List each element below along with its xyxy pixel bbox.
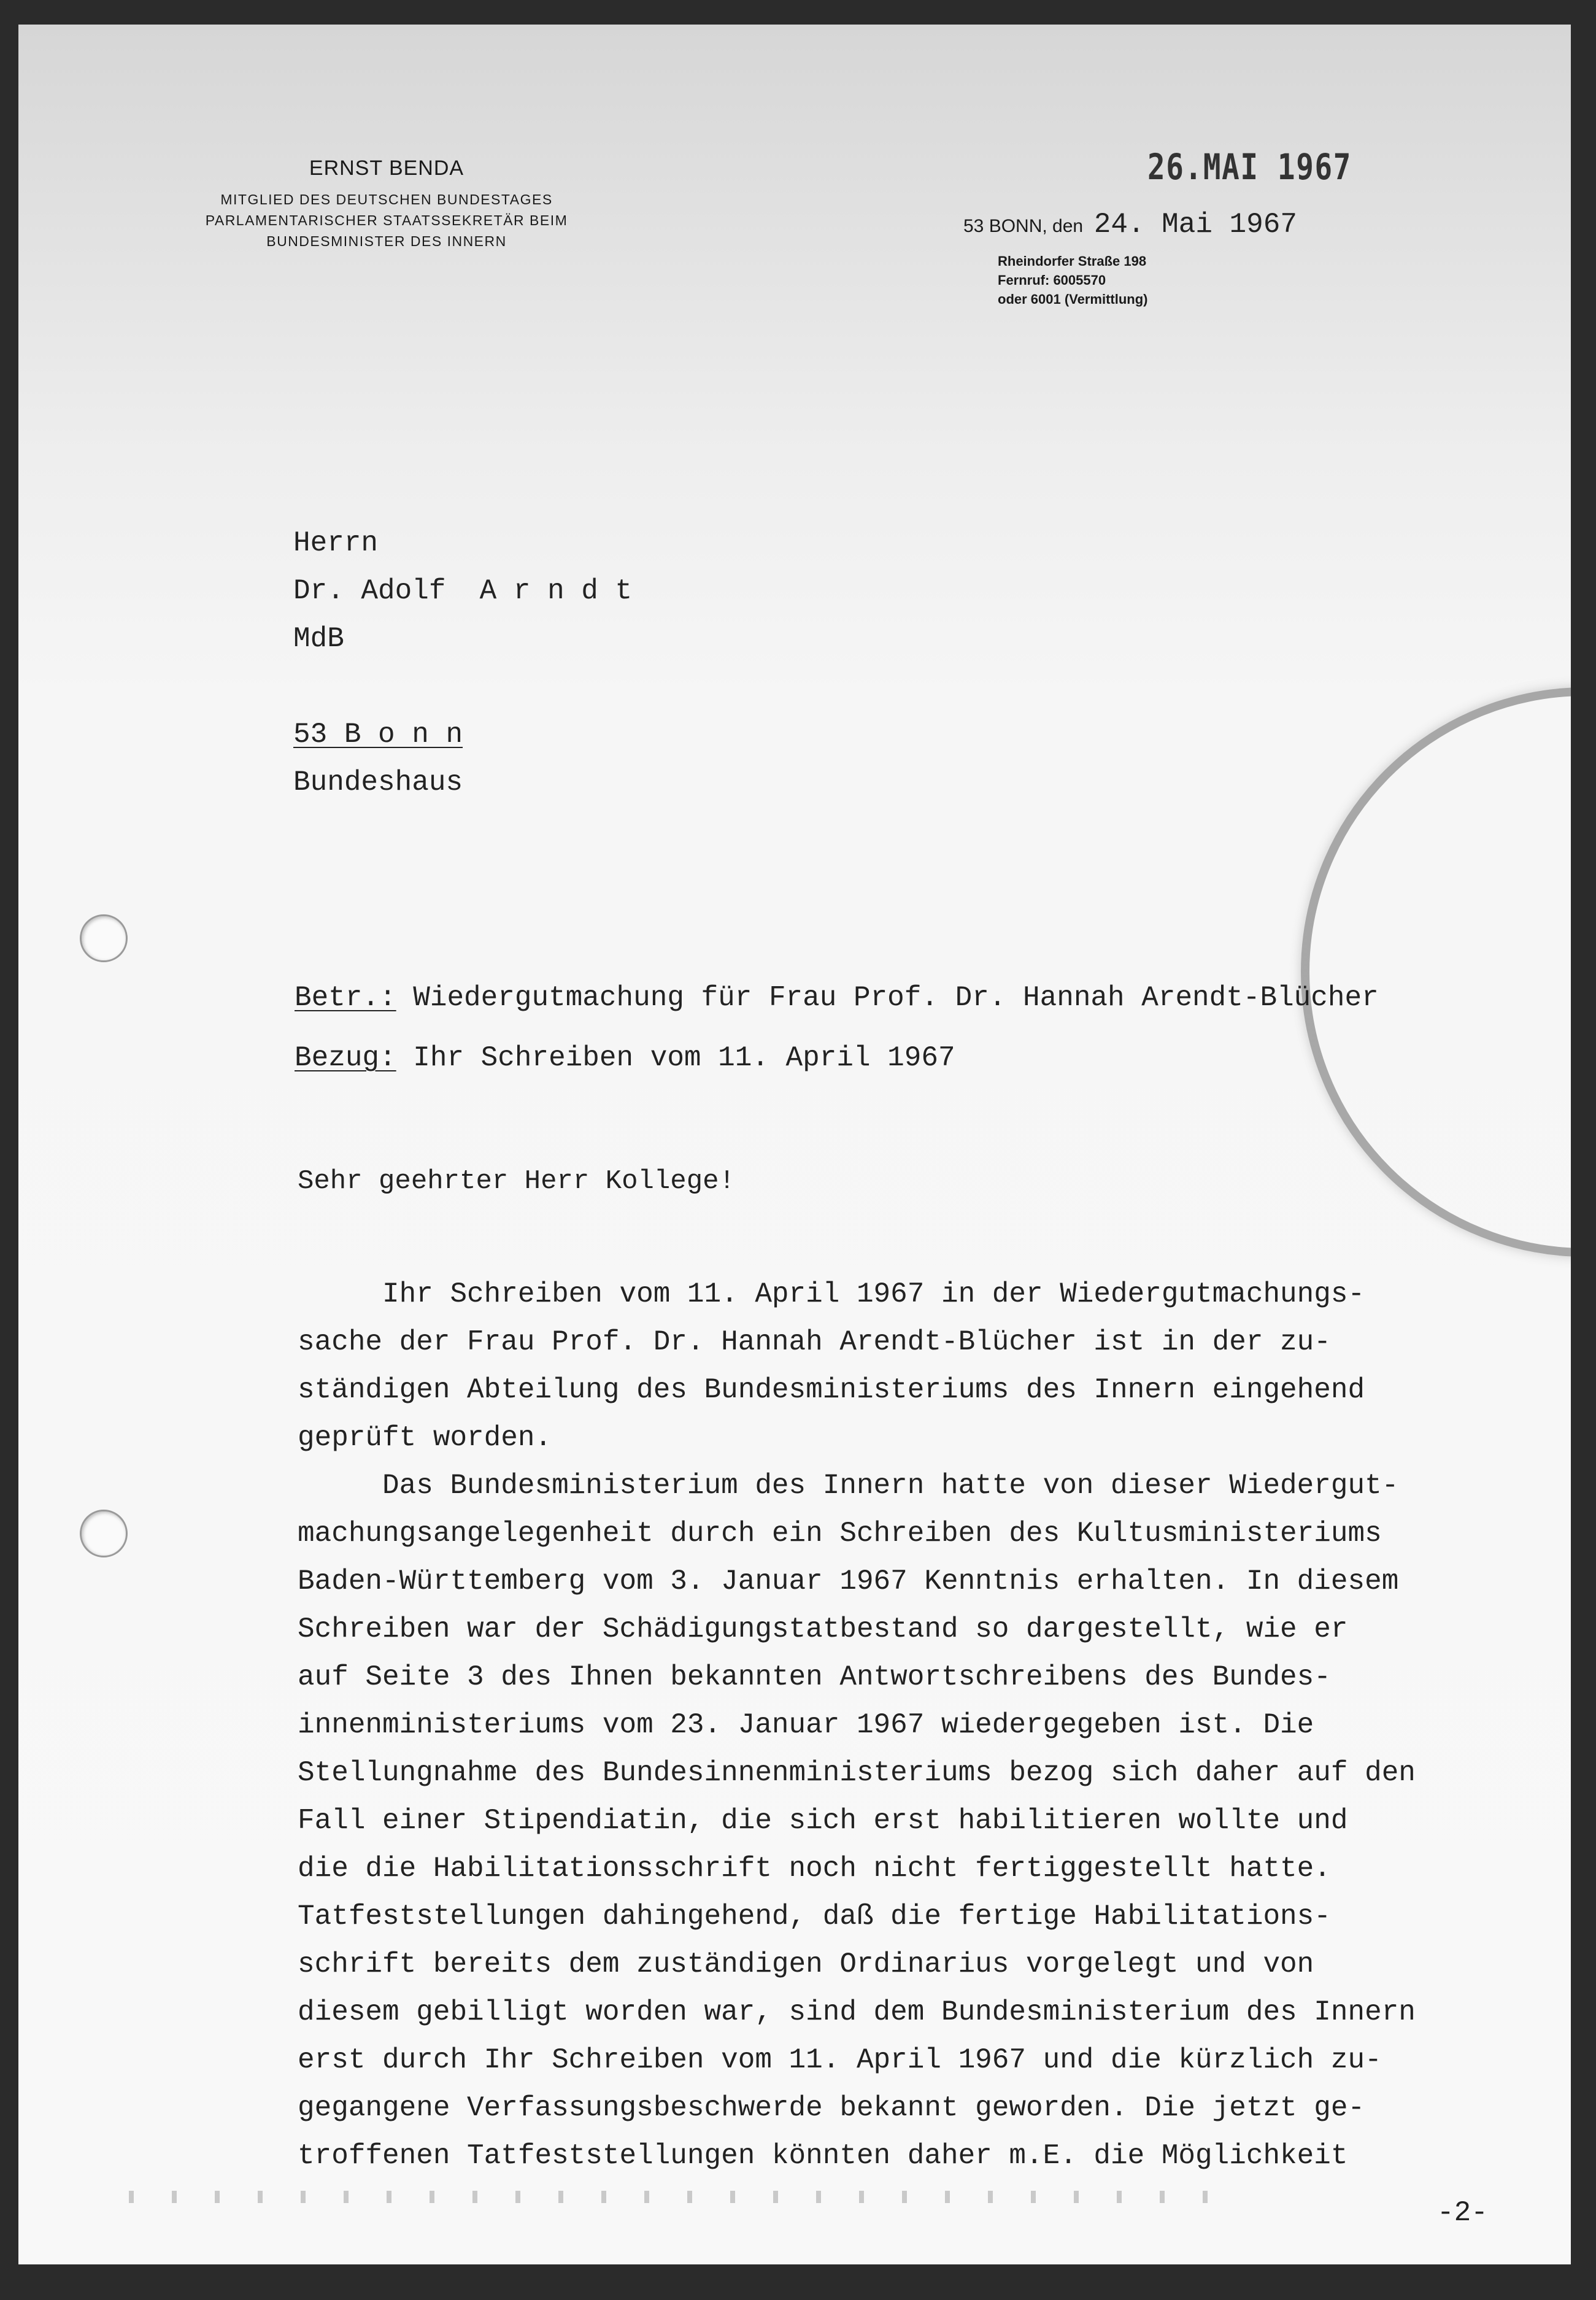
body-line: Ihr Schreiben vom 11. April 1967 in der Wiedergutmachungs- bbox=[298, 1278, 1365, 1310]
page-number: -2- bbox=[1437, 2197, 1488, 2229]
dateline-date: 24. Mai 1967 bbox=[1093, 209, 1297, 241]
body-line: gegangene Verfassungsbeschwerde bekannt geworden. Die jetzt ge- bbox=[298, 2092, 1365, 2124]
contact-block bbox=[998, 252, 1148, 309]
recipient-city: 53 B o n n bbox=[293, 719, 463, 751]
recipient-name: Dr. Adolf A r n d t bbox=[293, 575, 633, 607]
body-line: sache der Frau Prof. Dr. Hannah Arendt-Blücher ist in der zu- bbox=[298, 1326, 1331, 1358]
sender-line: MITGLIED DES DEUTSCHEN BUNDESTAGES bbox=[220, 191, 553, 207]
recipient-title: MdB bbox=[293, 623, 344, 655]
letter-body bbox=[298, 1270, 1568, 2180]
subject-text: Wiedergutmachung für Frau Prof. Dr. Hannah Arendt-Blücher bbox=[396, 982, 1379, 1014]
body-line: schrift bereits dem zuständigen Ordinarius vorgelegt und von bbox=[298, 1948, 1314, 1980]
body-line: Baden-Württemberg vom 3. Januar 1967 Kenntnis erhalten. In diesem bbox=[298, 1565, 1399, 1597]
body-line: troffenen Tatfeststellungen könnten daher m.E. die Möglichkeit bbox=[298, 2140, 1348, 2172]
coffee-ring-stain bbox=[1301, 687, 1571, 1257]
reference-text: Ihr Schreiben vom 11. April 1967 bbox=[396, 1042, 955, 1074]
recipient-location bbox=[293, 711, 463, 806]
body-line: machungsangelegenheit durch ein Schreiben des Kultusministeriums bbox=[298, 1518, 1382, 1549]
reference-label: Bezug: bbox=[295, 1042, 396, 1074]
contact-phone-alt: oder 6001 (Vermittlung) bbox=[998, 291, 1148, 307]
reference-line bbox=[295, 1042, 955, 1074]
body-line: ständigen Abteilung des Bundesministeriums des Innern eingehend bbox=[298, 1374, 1365, 1406]
sender-line: BUNDESMINISTER DES INNERN bbox=[266, 233, 507, 249]
body-line: Tatfeststellungen dahingehend, daß die fertige Habilitations- bbox=[298, 1901, 1331, 1932]
body-line: Schreiben war der Schädigungstatbestand so dargestellt, wie er bbox=[298, 1613, 1348, 1645]
subject-line bbox=[295, 982, 1379, 1014]
punch-hole bbox=[80, 1510, 128, 1557]
letterhead bbox=[172, 156, 601, 252]
recipient-building: Bundeshaus bbox=[293, 766, 463, 798]
received-stamp: 26.MAI 1967 bbox=[1147, 146, 1352, 188]
scan-specks bbox=[129, 2191, 1233, 2203]
body-line: Fall einer Stipendiatin, die sich erst habilitieren wollte und bbox=[298, 1805, 1348, 1837]
letter-page bbox=[18, 25, 1571, 2264]
salutation: Sehr geehrter Herr Kollege! bbox=[298, 1166, 735, 1197]
sender-name: ERNST BENDA bbox=[309, 156, 465, 180]
body-line: innenministeriums vom 23. Januar 1967 wiedergegeben ist. Die bbox=[298, 1709, 1314, 1741]
contact-address: Rheindorfer Straße 198 bbox=[998, 253, 1147, 269]
subject-label: Betr.: bbox=[295, 982, 396, 1014]
dateline-place: 53 BONN, den bbox=[963, 216, 1084, 236]
dateline bbox=[963, 209, 1297, 241]
body-line: diesem gebilligt worden war, sind dem Bundesministerium des Innern bbox=[298, 1996, 1416, 2028]
body-line: Das Bundesministerium des Innern hatte von dieser Wiedergut- bbox=[298, 1470, 1399, 1502]
recipient-block bbox=[293, 519, 632, 663]
sender-line: PARLAMENTARISCHER STAATSSEKRETÄR BEIM bbox=[205, 212, 568, 228]
body-line: Stellungnahme des Bundesinnenministeriums bezog sich daher auf den bbox=[298, 1757, 1416, 1789]
recipient-salutation: Herrn bbox=[293, 527, 379, 559]
body-line: geprüft worden. bbox=[298, 1422, 552, 1454]
body-line: erst durch Ihr Schreiben vom 11. April 1967 und die kürzlich zu- bbox=[298, 2044, 1382, 2076]
contact-phone: Fernruf: 6005570 bbox=[998, 272, 1106, 288]
body-line: auf Seite 3 des Ihnen bekannten Antwortschreibens des Bundes- bbox=[298, 1661, 1331, 1693]
punch-hole bbox=[80, 914, 128, 962]
body-line: die die Habilitationsschrift noch nicht fertiggestellt hatte. bbox=[298, 1853, 1331, 1885]
